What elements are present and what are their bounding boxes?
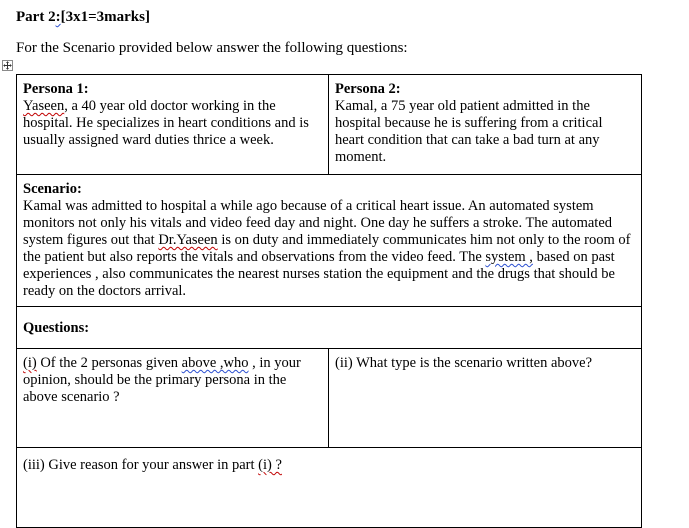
scenario-text-2: is on duty and immediately communicates him not only to the room of the patient but also reports the vitals and observations from the video feed. The bbox=[23, 232, 631, 265]
questions-title: Questions: bbox=[23, 320, 90, 336]
scenario-text-1: Kamal was admitted to hospital a while ago because of a critical heart issue. An automated system monitors not only his vitals and video feed day and night. One day he suffers a stroke. The automated system figures out that bbox=[23, 198, 612, 248]
scenario-title: Scenario: bbox=[23, 181, 82, 197]
question-3-cell[interactable] bbox=[17, 448, 642, 528]
question-2-cell[interactable] bbox=[329, 349, 642, 448]
persona2-text: Kamal, a 75 year old patient admitted in the hospital because he is suffering from a critical heart condition that can take a bad turn at any moment. bbox=[335, 98, 603, 165]
scenario-cell[interactable] bbox=[17, 175, 642, 307]
persona2-title: Persona 2: bbox=[335, 81, 401, 97]
instructions-text: For the Scenario provided below answer the following questions: bbox=[16, 40, 408, 56]
part-heading bbox=[16, 9, 150, 26]
question-2-text: (ii) What type is the scenario written above? bbox=[335, 355, 593, 371]
scenario-table bbox=[16, 74, 642, 528]
persona1-name: Yaseen bbox=[23, 98, 65, 114]
scenario-text-3: based on past experiences , also communicates the nearest nurses station the equipment and the drugs that should be ready on the doctors arrival. bbox=[23, 249, 615, 299]
part-prefix: Part 2 bbox=[16, 9, 56, 25]
question-1-text-a: Of the 2 personas given bbox=[36, 355, 182, 371]
system-reference: system , bbox=[485, 249, 533, 265]
question-1-cell[interactable] bbox=[17, 349, 329, 448]
table-move-handle[interactable] bbox=[2, 60, 13, 71]
question-3-text: (iii) Give reason for your answer in part bbox=[23, 457, 259, 473]
doctor-reference: Dr.Yaseen bbox=[158, 232, 218, 248]
question-1-squiggle: above ,who bbox=[181, 355, 249, 371]
question-3-reference: (i) ? bbox=[258, 457, 282, 473]
move-arrows-icon bbox=[3, 61, 12, 70]
question-1-text-b: , in your opinion, should be the primary persona in the above scenario ? bbox=[23, 355, 301, 405]
persona2-cell[interactable] bbox=[329, 75, 642, 175]
question-1-number: (i) bbox=[23, 355, 37, 371]
persona1-title: Persona 1: bbox=[23, 81, 89, 97]
part-colon: : bbox=[55, 9, 61, 25]
persona1-cell[interactable] bbox=[17, 75, 329, 175]
part-marks: [3x1=3marks] bbox=[60, 9, 150, 25]
questions-header-cell[interactable] bbox=[17, 307, 642, 349]
persona1-text: , a 40 year old doctor working in the hospital. He specializes in heart conditions and is usually assigned ward duties thrice a week. bbox=[23, 98, 309, 148]
